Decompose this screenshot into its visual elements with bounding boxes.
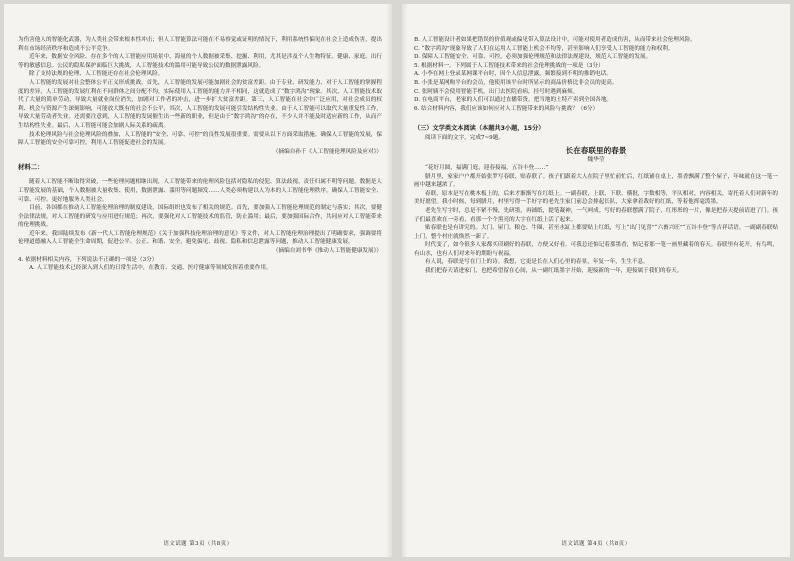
story-title: 长在春联里的春景 [565,145,627,155]
citation: （摘编自刘书华《推动人工智能健康发展》） [272,248,382,255]
left-paragraph: 除了支持法规的伦理、人工智能还存在社会伦理风险。 [29,71,164,78]
section-heading: （三）文学类文本阅读（本题共3小题，15分） [414,125,545,133]
left-exam-page [4,4,392,557]
left-paragraph: 人工智能的发展对社会整体公平正义形成挑战。首先，人工智能的发展可能加剧社会的贫富差距。由于专业、研发能力、对于人工智能的掌握程度的差异，人工智能的发展红利在不同群体之间分配不均，实际使用人工智能的能力并不相同，这就造成了“数字鸿沟”现象。其次，人工智能技术取代了大量的简单劳动，导致大量就业岗位消失，加剧对工作者的冲击，进一步扩大贫富差距。第三，人工智能在社会中广泛应用，对社会成员的权利、机会与资源产生深刻影响，可能放大既有的社会不公平，其次，人工智能的发展可能引发结构性失业。由于人工智能可以取代大量重复性工作，导致大量劳动者失业。还需要注意到，人工智能的发展催生出一些新的职业，但是由于“数字鸿沟”的存在，不少人并不能及时适应新的工作，从而产生结构性失业。最后，人工智能可能会加剧人际关系的疏离。 [18,79,382,129]
question-5: 5. 根据材料一，下列属于人工智能技术带来的社会伦理挑战的一项是（3分） [414,62,604,69]
left-paragraph: 技术伦理风险与社会伦理风险的叠加，人工智能的“安全、可靠、可控”的良性发展很重要。需要从以下方面采取措施。确保人工智能的发展，保障人工智能的安全可靠可控，利用人工智能促进社会的发展。 [18,131,382,147]
citation: （摘编自孙千《人工智能伦理风险及应对》） [272,148,382,155]
story-paragraph: 腊月里，家家户户都开始张罗写春联、贴春联了。孩子们跟着大人在院子里忙前忙后，红纸铺在桌上，墨香飘满了整个屋子，年味就在这一笔一画中越来越浓了。 [414,173,778,189]
question-5-option: D. 在电商平台，老家的人们可以通过直播带货，把当地的土特产卖到全国各地。 [414,97,613,104]
material-paragraph: 目前，各国都在推动人工智能伦理治理的制度建设，国际组织也发布了相关的规范。首先，要加强人工智能伦理规范的制定与落实；其次，要健全法律法规，对人工智能的研发与应用进行规范；再次，要强化对人工智能技术的监管，防止滥用；最后，要加强国际合作，共同应对人工智能带来的伦理挑战。 [18,205,382,229]
page-gutter-shadow [386,4,392,557]
question-6: 6. 结合材料内容，我们应该如何应对人工智能带来的风险与挑战？（6分） [414,105,599,112]
question-4-option: D. 保障人工智能安全、可靠、可控，必须加强伦理规范和法律法规建设，规范人工智能的发展。 [414,54,652,61]
story-paragraph: 老先生写字时，总是不紧不慢，先研墨，再铺纸，提笔凝神，一气呵成。写好的春联摆满了院子，红彤彤的一片，像是把春天提前请进了门。孩子们最喜欢在一旁看，看那一个个黑亮的大字在红纸上活了起来。 [414,207,778,223]
left-paragraph: 近年来，数据安全风险、存在多个的人工智能应用场景中、海量的个人数据被采集、挖掘、利用，尤其是涉及个人生物特征、健康、家庭、出行等的敏感信息。公民的隐私保护面临巨大挑战，人工智能技术的滥用可能导致公民的数据泄露风险。 [18,54,382,69]
story-paragraph: 我们把春天请进家门，也把希望留在心间，从一副红纸墨字开始，迎接新的一年，迎接属于我们的春天。 [425,268,683,275]
material-paragraph: 随着人工智能不断取得突破，一些伦理问题相继出现，人工智能带来的伦理风险包括对隐私的侵犯、算法歧视、责任归属不明等问题。数据是人工智能发展的基础，个人数据被大量收集、使用，数据泄露、滥用等问题频发……人类必须构建以人为本的人工智能伦理秩序，确保人工智能安全、可靠、可控。更好地服务人类社会。 [18,179,382,203]
story-paragraph: 贴春联也是有讲究的。大门、屋门、粮仓、牛圈，甚至水缸上都要贴上红纸，写上“出门见喜”“六畜兴旺”“五谷丰登”等吉祥话语。一副副春联贴上门，整个村庄就焕然一新了。 [414,225,778,240]
question-5-option: A. 小李在网上登录某网课平台时，因个人信息泄露，频繁接到不明的推销电话。 [414,71,612,78]
question-4-option-a: A. 人工智能技术已经深入到人们的日常生活中，在教育、交通、医疗健康等领域发挥着重要作用。 [29,265,272,272]
question-4-option: C. “数字鸿沟”现象导致了人们在运用人工智能上机会不均等，甚至影响人们享受人工智能的能力和权利。 [414,45,674,52]
section-instruction: 阅读下面的文字，完成7~9题。 [425,135,504,142]
story-paragraph: 时代变了，如今很多人家都买印刷好的春联，方便又好看。可我总还惦记着那墨香，惦记着那一笔一画里藏着的春天。春联里有花开，有鸟鸣，有山水，也有人们对来年的期盼与祝福。 [414,242,778,257]
story-paragraph: 春联，原本是写在桃木板上的，后来才渐渐写在红纸上。一副春联，上联、下联、横批，字数相等，平仄相对，内容相关，寄托着人们对新年的美好愿望。我小时候，每到腊月，村里写得一手好字的老先生家门前总会排起长队，大家拿着裁好的红纸，等着他挥毫泼墨。 [414,190,778,206]
story-author: 魏华莹 [587,156,605,163]
story-paragraph: “花好月圆，福满门庭，迎春接福，五谷丰登……” [425,164,549,171]
left-paragraph: 为伤害他人的智能化武器，为人类社会带来根本性冲击；但人工智能算法可能在不易察觉或证明的情况下，利用系统性偏见在社会上造成伤害，提出利在市场经济秩序和造成不公平竞争。 [18,37,382,52]
right-exam-page [402,4,790,557]
page-footer: 语文试题 第3页（共8页） [163,541,233,547]
page-gutter-shadow [402,4,408,557]
material-heading: 材料二： [18,163,44,172]
story-paragraph: 有人说，春联是写在门上的诗。我想，它更是长在人们心里的春景，年复一年，生生不息。 [425,259,649,266]
question-4-option: B. 人工智能设计者如果把错误的价值观或偏见带入算法设计中，可能对使用者造成伤害，从而带来社会伦理风险。 [414,37,696,43]
question-5-option: B. 小张是某网购平台的会员，他使用该平台时所显示的商品价格比非会员的更高。 [414,79,618,86]
question-5-option: C. 张阿姨不会使用智能手机，出门去医院看病，挂号时遇到麻烦。 [414,88,579,95]
question-4: 4. 依据材料相关内容，下列说法不正确的一项是（3分） [18,256,158,263]
page-footer: 语文试题 第4页（共8页） [561,541,631,547]
material-paragraph: 近年来，我国陆续发布《新一代人工智能伦理规范》《关于加强科技伦理治理的意见》等文件，对人工智能伦理治理提出了明确要求，强调要将伦理道德融入人工智能全生命周期，促进公平、公正、和谐、安全，避免偏见、歧视、隐私和信息泄露等问题，推动人工智能健康发展。 [18,230,382,246]
